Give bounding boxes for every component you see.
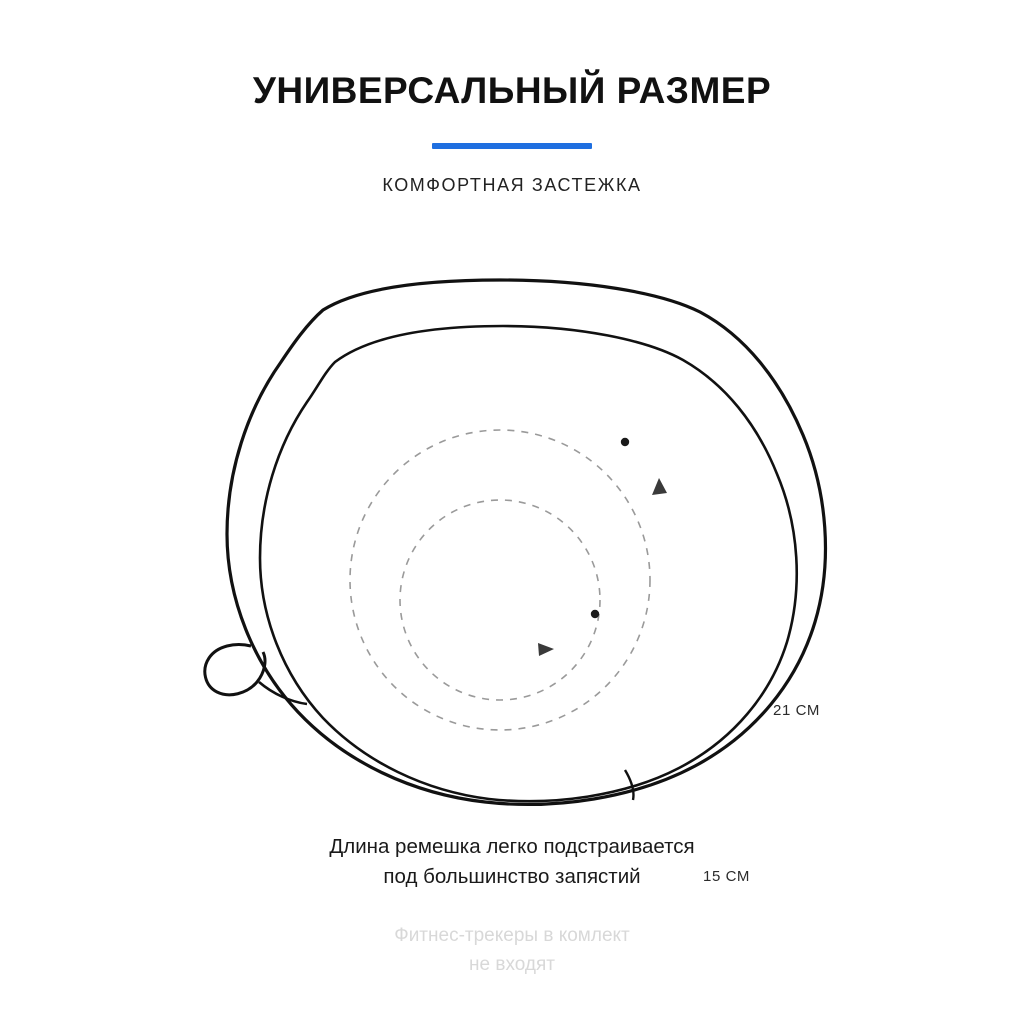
page-title: УНИВЕРСАЛЬНЫЙ РАЗМЕР	[252, 70, 772, 111]
disclaimer-line-1: Фитнес-трекеры в комлект	[394, 925, 630, 946]
measurement-label-outer: 21 СМ	[773, 702, 821, 719]
strap-diagram-svg	[155, 250, 875, 820]
accent-divider	[432, 143, 592, 149]
measure-dot-outer	[621, 438, 629, 446]
dashed-circle-inner	[400, 500, 600, 700]
arrow-inner	[538, 643, 554, 656]
caption-line-2: под большинство запястий	[383, 864, 641, 888]
page-subtitle: КОМФОРТНАЯ ЗАСТЕЖКА	[382, 174, 642, 195]
dashed-circle-outer	[350, 430, 650, 730]
disclaimer-line-2: не входят	[469, 953, 555, 975]
measurement-label-inner: 15 СМ	[703, 868, 751, 885]
measure-dot-inner	[591, 610, 599, 618]
strap-caption	[0, 832, 1024, 891]
header-block	[0, 70, 1024, 196]
caption-line-1: Длина ремешка легко подстраивается	[329, 835, 695, 858]
strap-inner-edge	[260, 326, 797, 801]
disclaimer-text	[0, 922, 1024, 979]
arrow-outer	[652, 478, 667, 495]
strap-tail-end	[625, 770, 634, 800]
